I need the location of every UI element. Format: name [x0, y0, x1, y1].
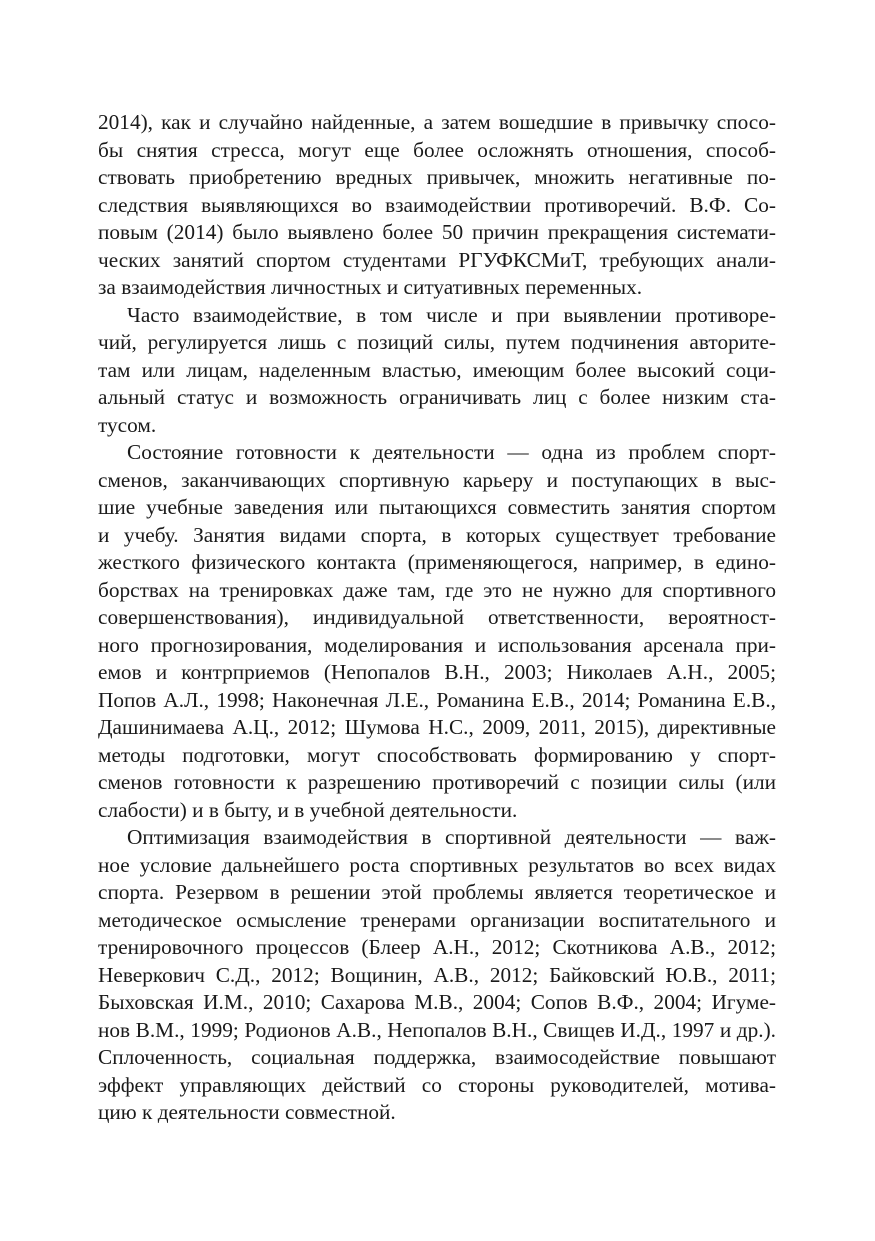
text-line: Оптимизация взаимодействия в спортивной деятельности — важ-	[127, 825, 776, 849]
text-line: методы подготовки, могут способствовать формированию у спорт-	[98, 742, 776, 767]
text-line: за взаимодействия личностных и ситуативных переменных.	[98, 275, 643, 299]
text-line: Попов А.Л., 1998; Наконечная Л.Е., Романина Е.В., 2014; Романина Е.В.,	[98, 687, 776, 712]
text-line: жесткого физического контакта (применяющегося, например, в едино-	[98, 550, 776, 574]
text-line: емов и контрприемов (Непопалов В.Н., 2003; Николаев А.Н., 2005;	[98, 660, 776, 684]
text-line: борствах на тренировках даже там, где это не нужно для спортивного	[98, 577, 776, 602]
text-line: сменов готовности к разрешению противоречий с позиции силы (или	[98, 770, 776, 794]
page-body	[98, 109, 776, 1127]
text-line: бы снятия стресса, могут еще более осложнять отношения, способ-	[98, 137, 776, 162]
text-line: и учебу. Занятия видами спорта, в которых существует требование	[98, 522, 776, 547]
text-line: Сплоченность, социальная поддержка, взаимосодействие повышают	[98, 1045, 776, 1069]
paragraph-4	[98, 824, 776, 1127]
text-line: ного прогнозирования, моделирования и использования арсенала при-	[98, 632, 776, 657]
paragraph-1	[98, 109, 776, 302]
text-line: ствовать приобретению вредных привычек, множить негативные по-	[98, 165, 776, 189]
text-line: спорта. Резервом в решении этой проблемы является теоретическое и	[98, 880, 776, 904]
text-line: повым (2014) было выявлено более 50 причин прекращения системати-	[98, 220, 776, 244]
text-line: Состояние готовности к деятельности — одна из проблем спорт-	[127, 440, 776, 464]
text-line: ческих занятий спортом студентами РГУФКСМиТ, требующих анали-	[98, 247, 776, 272]
text-line: слабости) и в быту, и в учебной деятельности.	[98, 797, 518, 822]
text-line: совершенствования), индивидуальной ответственности, вероятност-	[98, 605, 776, 629]
text-line: тусом.	[98, 412, 157, 437]
text-line: шие учебные заведения или пытающихся совместить занятия спортом	[98, 495, 776, 519]
text-line: тренировочного процессов (Блеер А.Н., 2012; Скотникова А.В., 2012;	[98, 935, 776, 959]
text-line: там или лицам, наделенным властью, имеющим более высокий соци-	[98, 357, 776, 382]
text-line: Часто взаимодействие, в том числе и при выявлении противоре-	[127, 302, 776, 327]
text-line: 2014), как и случайно найденные, а затем вошедшие в привычку спосо-	[98, 110, 776, 134]
paragraph-2	[98, 302, 776, 440]
text-line: Неверкович С.Д., 2012; Вощинин, А.В., 2012; Байковский Ю.В., 2011;	[98, 962, 776, 987]
text-line: нов В.М., 1999; Родионов А.В., Непопалов В.Н., Свищев И.Д., 1997 и др.).	[98, 1017, 776, 1042]
text-line: цию к деятельности совместной.	[98, 1100, 396, 1124]
text-line: методическое осмысление тренерами организации воспитательного и	[98, 907, 776, 932]
text-line: Быховская И.М., 2010; Сахарова М.В., 2004; Сопов В.Ф., 2004; Игуме-	[98, 990, 776, 1014]
text-line: ное условие дальнейшего роста спортивных результатов во всех видах	[98, 852, 776, 877]
paragraph-3	[98, 439, 776, 824]
text-line: альный статус и возможность ограничивать лиц с более низким ста-	[98, 385, 776, 409]
text-line: Дашинимаева А.Ц., 2012; Шумова Н.С., 2009, 2011, 2015), директивные	[98, 715, 776, 739]
text-line: чий, регулируется лишь с позиций силы, путем подчинения авторите-	[98, 330, 776, 354]
text-line: сменов, заканчивающих спортивную карьеру и поступающих в выс-	[98, 467, 776, 492]
text-line: следствия выявляющихся во взаимодействии противоречий. В.Ф. Со-	[98, 192, 776, 217]
text-line: эффект управляющих действий со стороны руководителей, мотива-	[98, 1072, 776, 1097]
